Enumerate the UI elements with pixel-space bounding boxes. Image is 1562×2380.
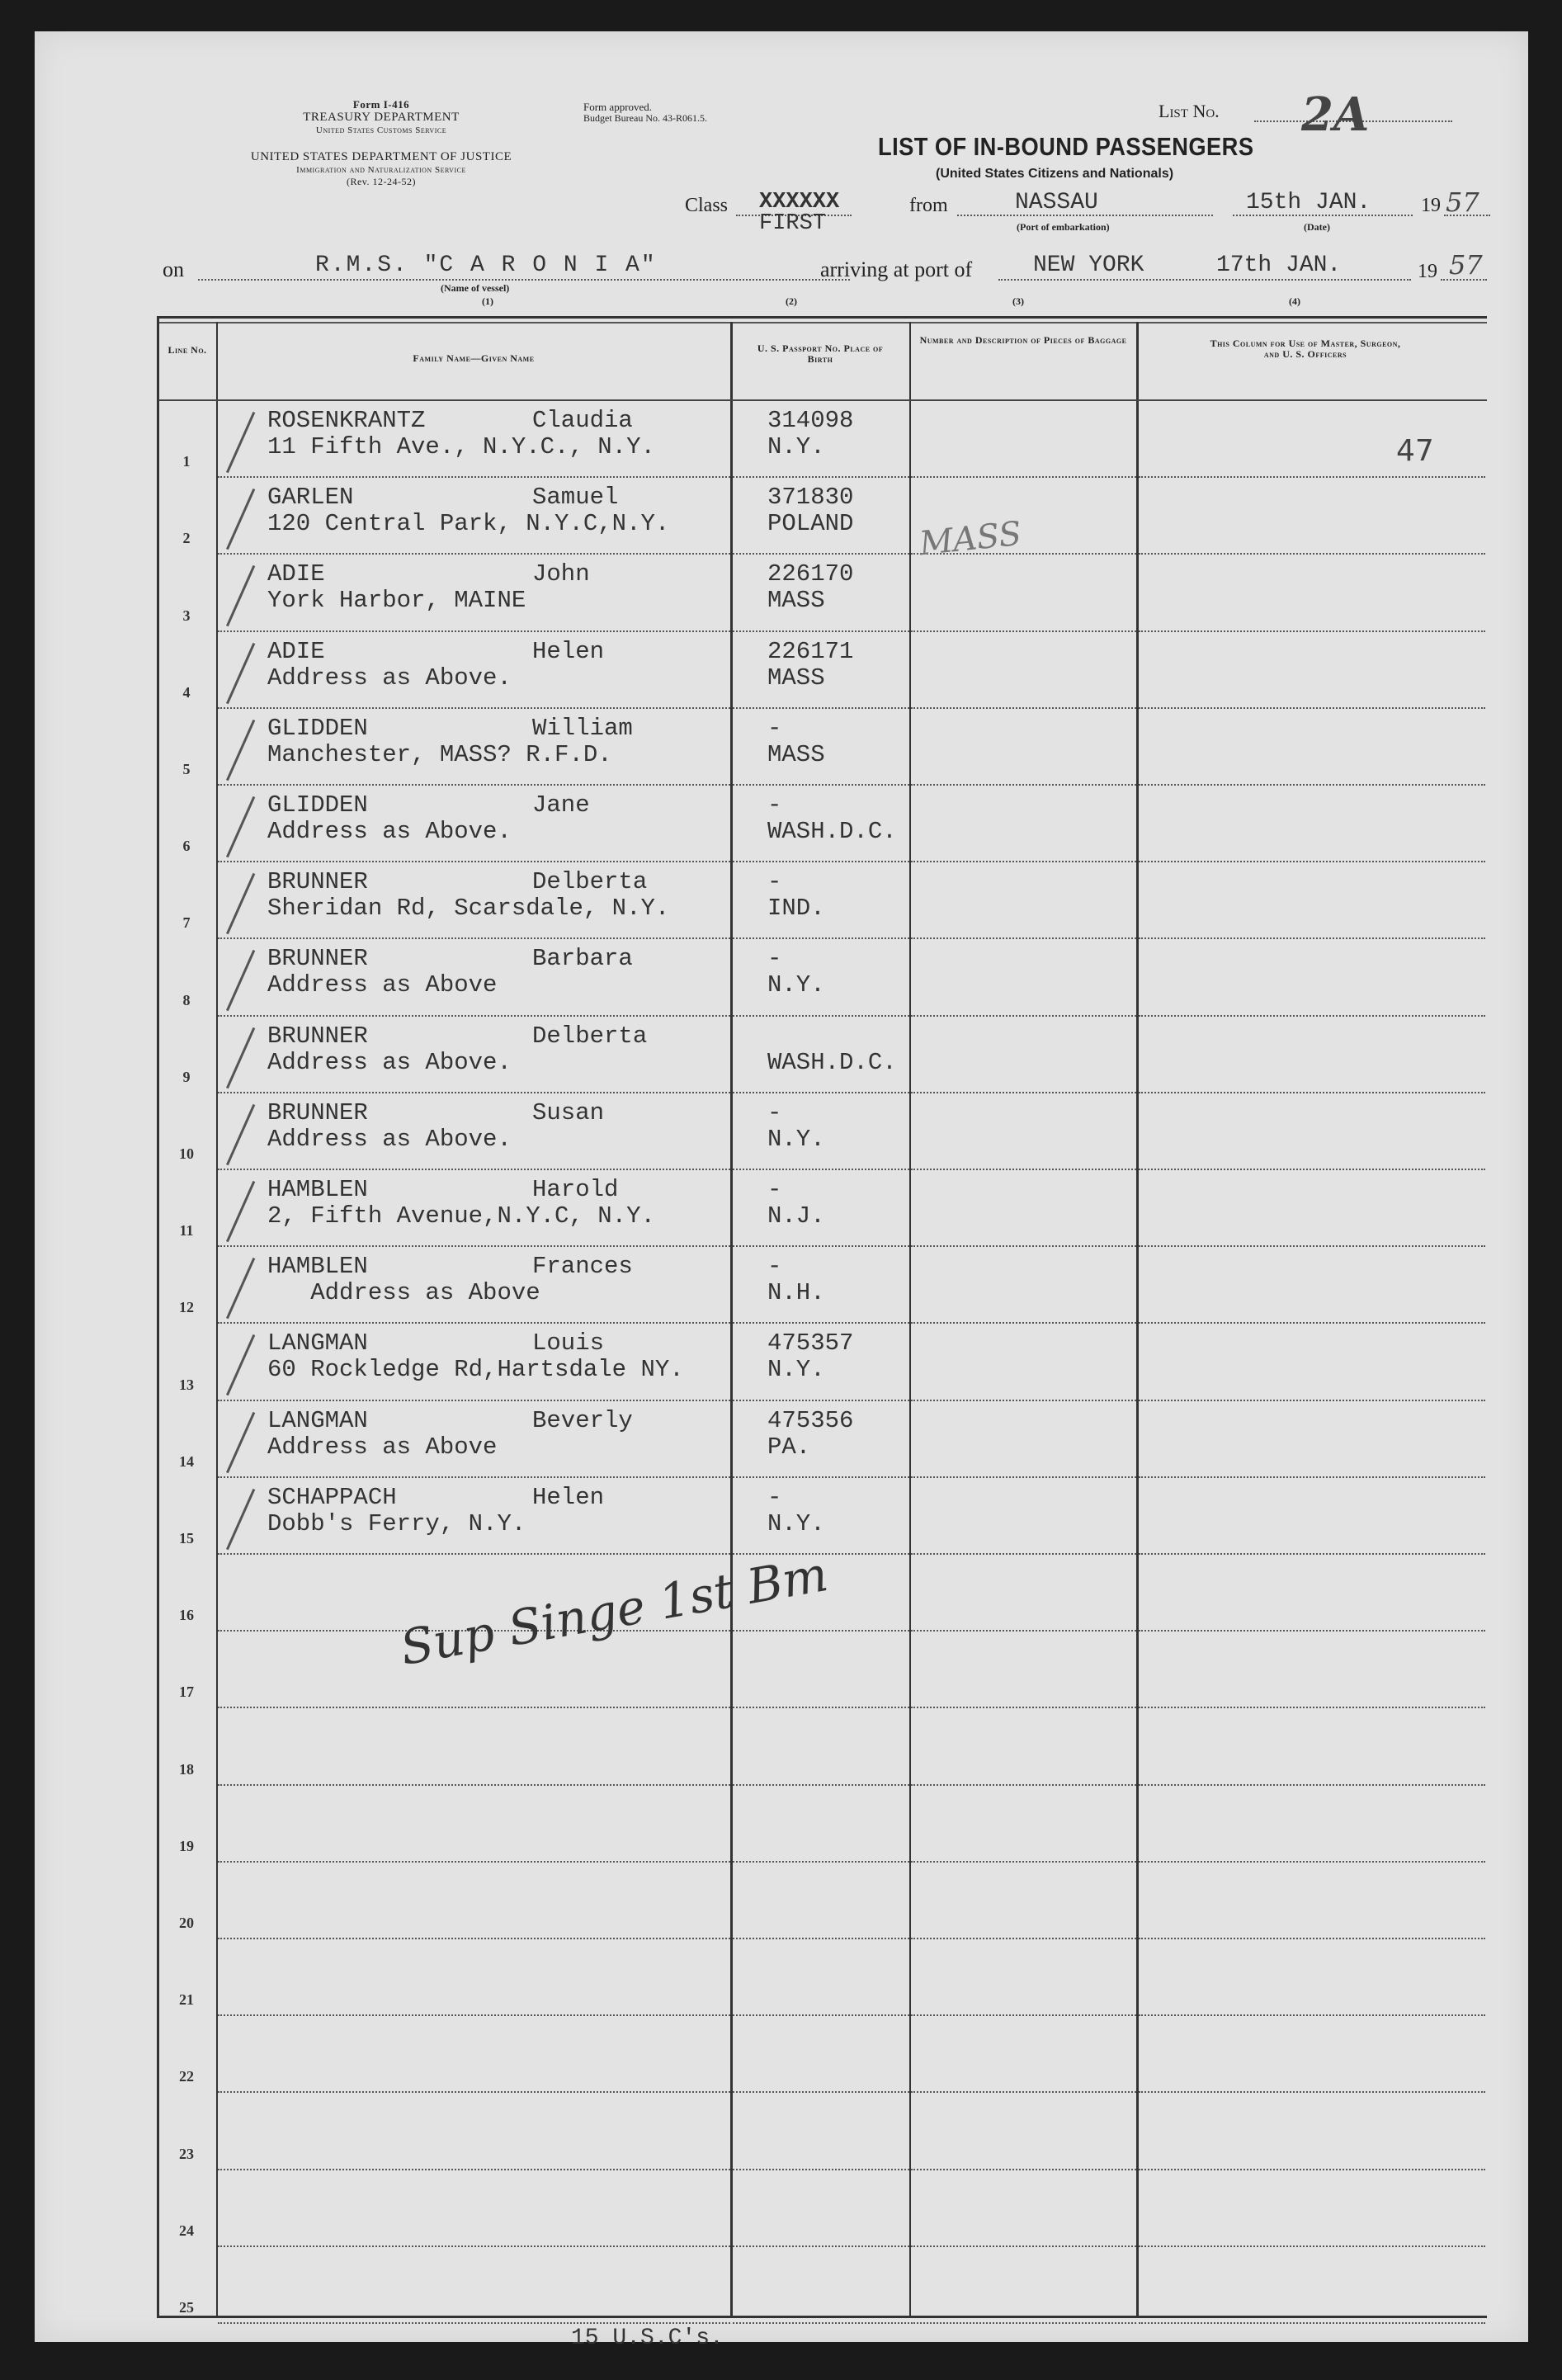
port-caption: (Port of embarkation) <box>1017 221 1110 233</box>
given-name: William <box>532 714 633 742</box>
given-name: Helen <box>532 1483 605 1511</box>
row-divider-baggage <box>911 1553 1136 1555</box>
family-name: ADIE <box>267 637 325 665</box>
address: York Harbor, MAINE <box>267 587 526 615</box>
given-name: Delberta <box>532 868 648 896</box>
given-name: Samuel <box>532 484 619 512</box>
col-head-name: Family Name—Given Name <box>413 352 535 364</box>
line-number: 6 <box>182 838 191 855</box>
row-divider-officers <box>1139 1015 1485 1017</box>
place-of-birth: N.J. <box>767 1202 825 1230</box>
line-number: 23 <box>179 2145 194 2162</box>
row-divider-officers <box>1139 1784 1485 1786</box>
place-of-birth: MASS <box>767 663 825 692</box>
row-divider-passport <box>733 1784 909 1786</box>
caption-4: (4) <box>1289 295 1300 307</box>
family-name: ADIE <box>267 560 325 588</box>
row-divider-baggage <box>911 1861 1136 1863</box>
place-of-birth: N.Y. <box>767 433 825 460</box>
row-divider-officers <box>1139 707 1485 709</box>
family-name: BRUNNER <box>267 945 368 973</box>
form-number: Form I-416 <box>352 98 410 111</box>
given-name: Claudia <box>532 407 633 434</box>
row-divider-officers <box>1139 2245 1485 2247</box>
table-bottom-rule <box>157 2316 1487 2318</box>
row-divider-name <box>218 1015 730 1017</box>
place-of-birth: MASS <box>767 587 825 615</box>
year-prefix-1: 19 <box>1421 195 1441 216</box>
page-subtitle: (United States Citizens and Nationals) <box>936 167 1174 181</box>
given-name: Beverly <box>532 1406 633 1434</box>
row-divider-officers <box>1139 1092 1485 1093</box>
row-divider-name <box>218 2322 730 2324</box>
passport-number: - <box>767 714 782 742</box>
row-divider-baggage <box>911 1784 1136 1786</box>
col-head-passport: U. S. Passport No. Place of Birth <box>757 342 884 365</box>
family-name: HAMBLEN <box>267 1176 368 1203</box>
address: 2, Fifth Avenue,N.Y.C, N.Y. <box>267 1202 655 1230</box>
checkmark-icon <box>226 1412 255 1473</box>
checkmark-icon <box>226 643 255 704</box>
line-number: 24 <box>179 2222 194 2239</box>
col-head-officers: This Column for Use of Master, Surgeon, and U. S. Officers <box>1210 338 1401 360</box>
given-name: Louis <box>532 1329 605 1358</box>
customs-service: United States Customs Service <box>315 125 447 135</box>
line-number: 12 <box>179 1299 194 1316</box>
revision: (Rev. 12-24-52) <box>346 176 417 187</box>
justice-dept: UNITED STATES DEPARTMENT OF JUSTICE <box>250 150 512 163</box>
checkmark-icon <box>226 565 255 626</box>
row-divider-name <box>218 1861 730 1863</box>
row-divider-name <box>218 707 730 709</box>
line-number: 4 <box>182 683 191 701</box>
given-name: Frances <box>532 1253 633 1281</box>
row-divider-officers <box>1139 1169 1485 1170</box>
row-divider-name <box>218 2091 730 2093</box>
row-divider-name <box>218 2014 730 2016</box>
checkmark-icon <box>226 1334 255 1395</box>
family-name: ROSENKRANTZ <box>267 407 426 434</box>
row-divider-name <box>218 937 730 939</box>
address: Dobb's Ferry, N.Y. <box>267 1509 526 1537</box>
row-divider-name <box>218 476 730 478</box>
row-divider-officers <box>1139 1553 1485 1555</box>
form-approved: Form approved. <box>583 101 653 113</box>
row-divider-officers <box>1139 1938 1485 1939</box>
checkmark-icon <box>226 720 255 781</box>
address: 60 Rockledge Rd,Hartsdale NY. <box>267 1356 684 1384</box>
col-line-3 <box>909 322 911 2316</box>
vessel-name: R.M.S. "C A R O N I A" <box>315 253 657 278</box>
row-divider-officers <box>1139 553 1485 555</box>
row-divider-officers <box>1139 2322 1485 2324</box>
year-prefix-2: 19 <box>1418 261 1437 282</box>
caption-3: (3) <box>1012 295 1024 307</box>
class-value: FIRST <box>759 211 827 236</box>
family-name: LANGMAN <box>267 1406 368 1434</box>
passport-number: - <box>767 791 782 819</box>
address: Address as Above. <box>267 663 512 692</box>
row-divider-baggage <box>911 1630 1136 1632</box>
mass-handwritten-note: MASS <box>917 514 1024 564</box>
row-divider-passport <box>733 2169 909 2170</box>
row-divider-officers <box>1139 1861 1485 1863</box>
row-divider-baggage <box>911 1707 1136 1708</box>
passport-number: 314098 <box>767 407 854 434</box>
signature: Sup Singe 1st Bm <box>396 1546 833 1676</box>
year1-value: 57 <box>1446 187 1479 218</box>
row-divider-passport <box>733 1322 909 1324</box>
address: Address as Above. <box>267 1125 512 1153</box>
address: Address as Above. <box>267 818 512 845</box>
page-title: LIST OF IN-BOUND PASSENGERS <box>878 132 1254 161</box>
table-top-rule <box>157 316 1487 319</box>
family-name: GARLEN <box>267 484 354 512</box>
row-divider-baggage <box>911 1322 1136 1324</box>
row-divider-passport <box>733 937 909 939</box>
row-divider-officers <box>1139 937 1485 939</box>
place-of-birth: N.Y. <box>767 971 825 999</box>
place-of-birth: N.Y. <box>767 1125 825 1153</box>
row-divider-baggage <box>911 1400 1136 1401</box>
place-of-birth: WASH.D.C. <box>767 818 897 845</box>
vessel-line <box>198 279 850 281</box>
row-divider-passport <box>733 1092 909 1093</box>
caption-1: (1) <box>482 295 493 307</box>
line-number: 8 <box>182 991 191 1008</box>
line-number: 17 <box>179 1683 194 1701</box>
line-number: 10 <box>179 1145 194 1162</box>
given-name: John <box>532 560 590 588</box>
col-line-2 <box>730 322 733 2316</box>
place-of-birth: N.H. <box>767 1279 825 1307</box>
row-divider-passport <box>733 1400 909 1401</box>
row-divider-name <box>218 1476 730 1478</box>
family-name: GLIDDEN <box>267 791 368 819</box>
row-divider-officers <box>1139 1630 1485 1632</box>
row-divider-name <box>218 1553 730 1555</box>
row-divider-name <box>218 784 730 786</box>
line-number: 7 <box>182 914 191 932</box>
row-divider-passport <box>733 2245 909 2247</box>
col-head-baggage: Number and Description of Pieces of Baggage <box>919 334 1127 346</box>
year2-value: 57 <box>1449 249 1483 281</box>
checkmark-icon <box>226 1027 255 1088</box>
row-divider-name <box>218 1092 730 1093</box>
address: Address as Above <box>267 971 498 999</box>
line-number: 11 <box>179 1222 194 1240</box>
row-divider-name <box>218 1400 730 1401</box>
table-top-rule-2 <box>157 322 1487 323</box>
checkmark-icon <box>226 489 255 550</box>
row-divider-name <box>218 1245 730 1247</box>
list-no-label: List No. <box>1159 101 1220 121</box>
row-divider-name <box>218 2245 730 2247</box>
list-no-value: 2A <box>1301 87 1370 142</box>
passport-number: 475357 <box>767 1329 854 1358</box>
row-divider-passport <box>733 861 909 862</box>
address: Address as Above <box>267 1279 540 1307</box>
checkmark-icon <box>226 796 255 857</box>
given-name: Susan <box>532 1098 605 1126</box>
row-divider-officers <box>1139 2169 1485 2170</box>
vessel-caption: (Name of vessel) <box>441 282 510 294</box>
row-divider-passport <box>733 2014 909 2016</box>
row-divider-passport <box>733 1169 909 1170</box>
line-number: 15 <box>179 1530 194 1547</box>
line-number: 16 <box>179 1607 194 1624</box>
class-struck: XXXXXX <box>759 190 840 215</box>
form-sheet <box>35 31 1528 2351</box>
row-divider-baggage <box>911 2245 1136 2247</box>
row-divider-baggage <box>911 1169 1136 1170</box>
row-divider-passport <box>733 630 909 632</box>
passport-number: 475356 <box>767 1406 854 1434</box>
row-divider-baggage <box>911 1476 1136 1478</box>
family-name: SCHAPPACH <box>267 1483 397 1511</box>
row-divider-officers <box>1139 630 1485 632</box>
row-divider-name <box>218 1322 730 1324</box>
line-number: 20 <box>179 1915 194 1931</box>
passport-number: - <box>767 945 782 973</box>
passport-number: - <box>767 1483 782 1511</box>
row-divider-officers <box>1139 1707 1485 1708</box>
row-divider-officers <box>1139 861 1485 862</box>
family-name: BRUNNER <box>267 1022 368 1050</box>
header-rule <box>158 399 1487 401</box>
family-name: BRUNNER <box>267 868 368 896</box>
address: 11 Fifth Ave., N.Y.C., N.Y. <box>267 433 655 460</box>
row-divider-name <box>218 861 730 862</box>
place-of-birth: MASS <box>767 740 825 768</box>
row-divider-baggage <box>911 937 1136 939</box>
row-divider-passport <box>733 553 909 555</box>
given-name: Barbara <box>532 945 633 973</box>
row-divider-baggage <box>911 784 1136 786</box>
row-divider-baggage <box>911 1938 1136 1939</box>
family-name: BRUNNER <box>267 1098 368 1126</box>
checkmark-icon <box>226 1258 255 1319</box>
row-divider-name <box>218 1707 730 1708</box>
row-divider-baggage <box>911 1015 1136 1017</box>
row-divider-passport <box>733 2322 909 2324</box>
passport-number: - <box>767 1253 782 1281</box>
passport-number: - <box>767 1098 782 1126</box>
treasury-dept: TREASURY DEPARTMENT <box>303 111 460 124</box>
line-number: 1 <box>182 453 191 470</box>
arrival-line <box>998 279 1411 281</box>
col-head-line: Line No. <box>168 344 207 356</box>
from-label: from <box>909 195 948 216</box>
line-number: 25 <box>179 2299 194 2316</box>
row-divider-baggage <box>911 1092 1136 1093</box>
address: 120 Central Park, N.Y.C,N.Y. <box>267 510 670 538</box>
budget-bureau: Budget Bureau No. 43-R061.5. <box>583 112 707 124</box>
row-divider-passport <box>733 1476 909 1478</box>
row-divider-passport <box>733 1861 909 1863</box>
row-divider-name <box>218 2169 730 2170</box>
line-number: 2 <box>182 530 191 547</box>
address: Address as Above. <box>267 1048 512 1076</box>
row-divider-officers <box>1139 1476 1485 1478</box>
col-line-left <box>157 316 159 2318</box>
family-name: LANGMAN <box>267 1329 368 1358</box>
place-of-birth: IND. <box>767 895 825 923</box>
checkmark-icon <box>226 1104 255 1165</box>
row-divider-baggage <box>911 2322 1136 2324</box>
row-divider-passport <box>733 784 909 786</box>
line-number: 18 <box>179 1760 194 1778</box>
row-divider-baggage <box>911 630 1136 632</box>
col-line-1 <box>216 322 218 2316</box>
row-divider-passport <box>733 2091 909 2093</box>
row-divider-passport <box>733 1015 909 1017</box>
family-name: HAMBLEN <box>267 1253 368 1281</box>
row-divider-passport <box>733 1630 909 1632</box>
row-divider-officers <box>1139 1322 1485 1324</box>
ins-service: Immigration and Naturalization Service <box>296 165 466 175</box>
date-caption: (Date) <box>1304 221 1330 233</box>
family-name: GLIDDEN <box>267 714 368 742</box>
row-divider-baggage <box>911 476 1136 478</box>
row-divider-passport <box>733 1245 909 1247</box>
passport-number: - <box>767 1176 782 1203</box>
footer-total: 15 U.S.C's. <box>571 2326 724 2351</box>
arriving-label: arriving at port of <box>820 257 973 281</box>
checkmark-icon <box>226 873 255 934</box>
row-divider-baggage <box>911 2091 1136 2093</box>
given-name: Delberta <box>532 1022 648 1050</box>
row-divider-baggage <box>911 861 1136 862</box>
passport-number: 371830 <box>767 484 854 512</box>
passport-number: 226171 <box>767 637 854 665</box>
checkmark-icon <box>226 412 255 473</box>
row-divider-baggage <box>911 1245 1136 1247</box>
place-of-birth: WASH.D.C. <box>767 1048 897 1076</box>
row-divider-passport <box>733 1938 909 1939</box>
line-number: 5 <box>182 761 191 777</box>
from-value: NASSAU <box>1015 190 1098 215</box>
address: Sheridan Rd, Scarsdale, N.Y. <box>267 895 670 923</box>
given-name: Helen <box>532 637 605 665</box>
line-number: 13 <box>179 1376 194 1393</box>
row-divider-name <box>218 553 730 555</box>
place-of-birth: N.Y. <box>767 1509 825 1537</box>
row-divider-officers <box>1139 784 1485 786</box>
row-divider-officers <box>1139 476 1485 478</box>
checkmark-icon <box>226 950 255 1011</box>
arrival-port: NEW YORK <box>1033 253 1144 278</box>
line-number: 19 <box>179 1837 194 1854</box>
row-divider-passport <box>733 476 909 478</box>
row-divider-officers <box>1139 2091 1485 2093</box>
line-number: 21 <box>179 1991 194 2009</box>
row-divider-baggage <box>911 2014 1136 2016</box>
row-divider-name <box>218 1784 730 1786</box>
passport-number: 226170 <box>767 560 854 588</box>
row-divider-passport <box>733 707 909 709</box>
row-divider-baggage <box>911 707 1136 709</box>
row-divider-officers <box>1139 1400 1485 1401</box>
checkmark-icon <box>226 1489 255 1550</box>
row-divider-name <box>218 1938 730 1939</box>
given-name: Jane <box>532 791 590 819</box>
line-number: 22 <box>179 2068 194 2085</box>
passport-number: - <box>767 868 782 896</box>
address: Manchester, MASS? R.F.D. <box>267 740 612 768</box>
row-divider-officers <box>1139 2014 1485 2016</box>
col-line-4 <box>1136 322 1139 2316</box>
row-divider-officers <box>1139 1245 1485 1247</box>
count-annotation: 47 <box>1396 434 1434 468</box>
row-divider-baggage <box>911 2169 1136 2170</box>
caption-2: (2) <box>786 295 797 307</box>
row-divider-passport <box>733 1707 909 1708</box>
given-name: Harold <box>532 1176 619 1203</box>
place-of-birth: POLAND <box>767 510 854 538</box>
address: Address as Above <box>267 1433 498 1461</box>
class-label: Class <box>685 195 729 216</box>
checkmark-icon <box>226 1181 255 1242</box>
line-number: 14 <box>179 1452 194 1470</box>
date-value: 15th JAN. <box>1246 190 1371 215</box>
row-divider-name <box>218 630 730 632</box>
on-label: on <box>163 257 184 281</box>
row-divider-name <box>218 1169 730 1170</box>
place-of-birth: PA. <box>767 1433 811 1461</box>
line-number: 9 <box>182 1068 191 1085</box>
arrival-date: 17th JAN. <box>1216 253 1342 278</box>
line-number: 3 <box>182 607 191 624</box>
place-of-birth: N.Y. <box>767 1356 825 1384</box>
